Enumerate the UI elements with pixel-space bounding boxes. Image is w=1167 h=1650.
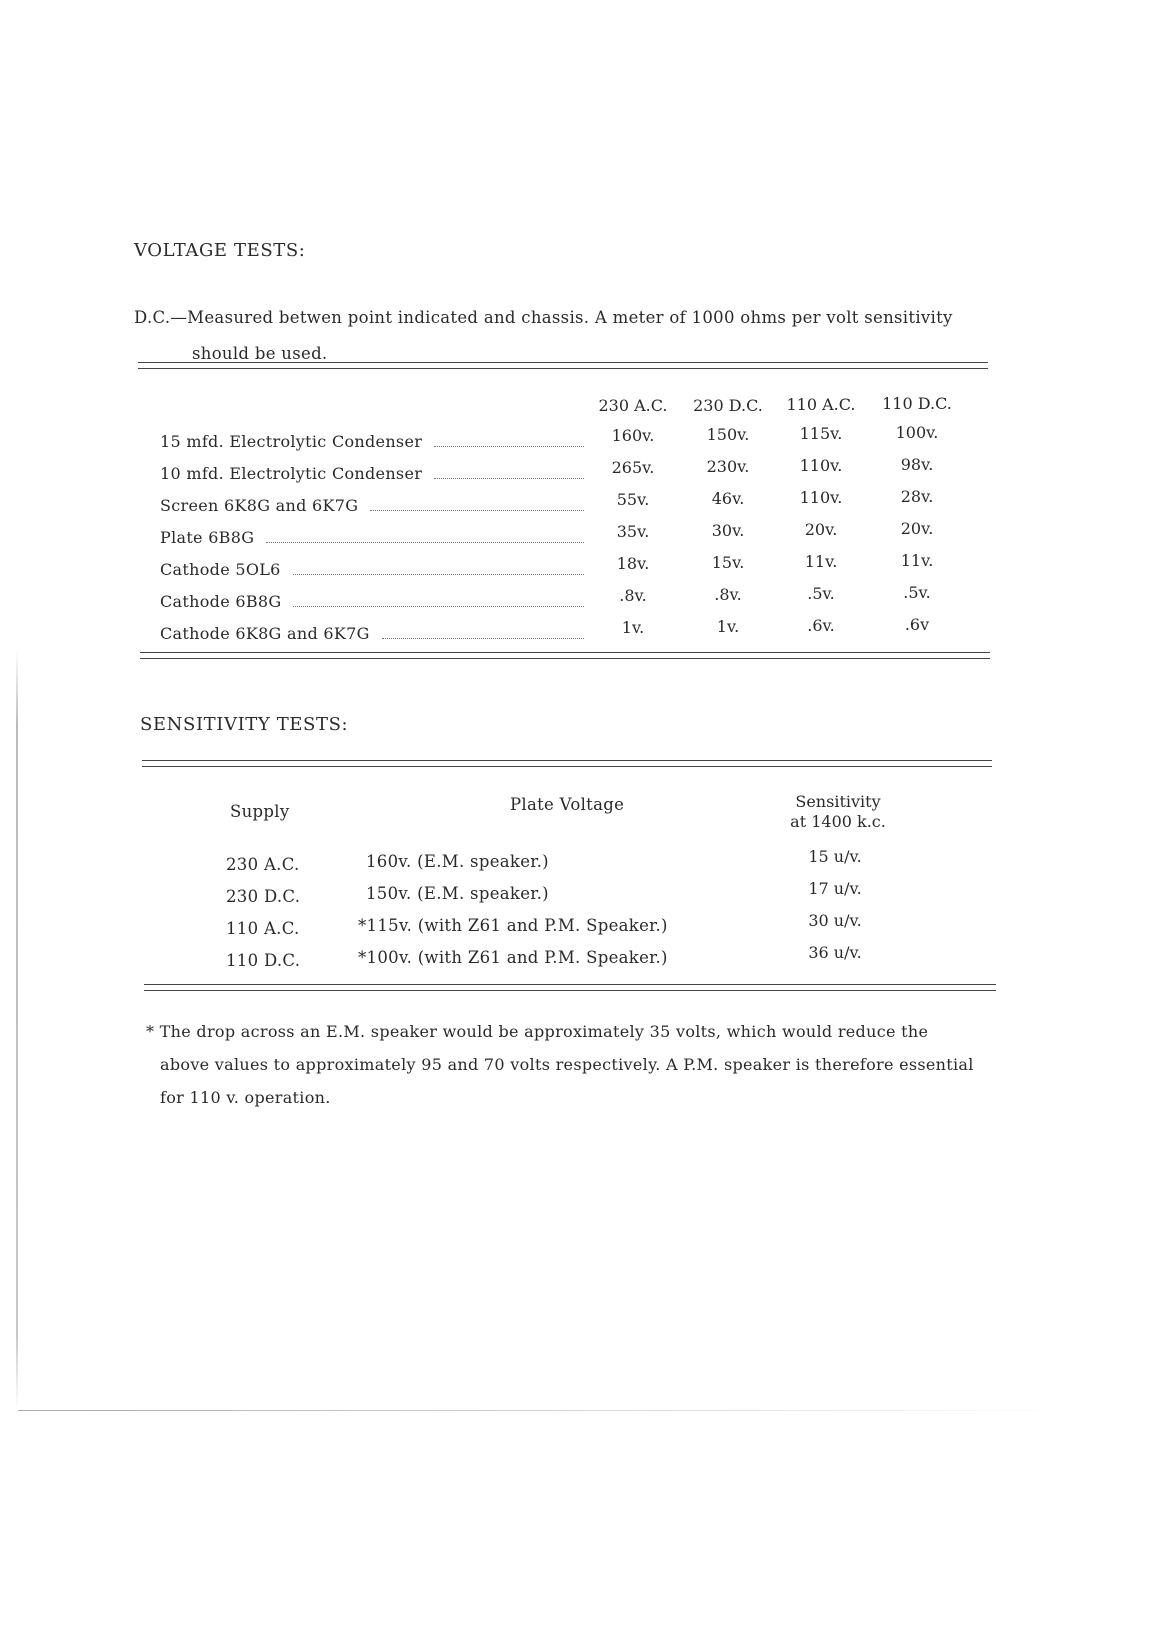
voltage-cell: 55v. [616,490,650,509]
sensitivity-supply: 110 A.C. [226,919,300,938]
voltage-row-label-text: Cathode 5OL6 [160,560,281,579]
voltage-row-label-text: 15 mfd. Electrolytic Condenser [160,432,423,451]
voltage-row-label-text: Screen 6K8G and 6K7G [160,496,359,515]
voltage-row-label [160,464,590,483]
sensitivity-value: 36 u/v. [808,943,862,962]
voltage-cell: 115v. [799,424,843,443]
voltage-cell: 11v. [900,551,934,570]
sensitivity-table-bottom-rule [144,984,996,991]
voltage-row-label-text: 10 mfd. Electrolytic Condenser [160,464,423,483]
footnote-line-1: * The drop across an E.M. speaker would be approximately 35 volts, which would reduce the [146,1022,929,1041]
voltage-cell: 35v. [616,522,650,541]
voltage-cell: .6v [904,615,930,634]
voltage-row-label [160,528,590,547]
sensitivity-plate-voltage: 150v. (E.M. speaker.) [366,884,549,903]
intro-line-2: should be used. [192,344,328,363]
voltage-cell: 20v. [900,519,934,538]
leader-dots [434,445,584,447]
sensitivity-plate-voltage: *115v. (with Z61 and P.M. Speaker.) [358,916,668,935]
voltage-cell: 11v. [804,552,838,571]
voltage-cell: 98v. [900,455,934,474]
voltage-row-label [160,592,590,611]
sensitivity-value: 15 u/v. [808,847,862,866]
sensitivity-table-top-rule [142,760,992,767]
scan-bottom-mark [18,1410,1078,1411]
voltage-cell: .6v. [807,616,835,635]
footnote-line-3: for 110 v. operation. [160,1088,331,1107]
voltage-cell: 265v. [611,458,655,477]
leader-dots [293,605,584,607]
voltage-row-label-text: Plate 6B8G [160,528,255,547]
sensitivity-col-header [788,792,888,832]
voltage-cell: 1v. [716,617,740,636]
voltage-cell: .8v. [619,586,647,605]
voltage-cell: 100v. [895,423,939,442]
sensitivity-supply: 230 A.C. [226,855,300,874]
sensitivity-value: 17 u/v. [808,879,862,898]
voltage-cell: 110v. [799,456,843,475]
voltage-row-label-text: Cathode 6K8G and 6K7G [160,624,370,643]
voltage-cell: 30v. [711,521,745,540]
leader-dots [434,477,584,479]
voltage-table-top-rule [138,362,988,369]
footnote [146,1015,1006,1114]
sensitivity-supply: 110 D.C. [226,951,301,970]
voltage-cell: 230v. [706,457,750,476]
leader-dots [382,637,584,639]
sensitivity-tests-heading: SENSITIVITY TESTS: [140,714,349,735]
sensitivity-header-line-2: at 1400 k.c. [790,812,886,831]
voltage-col-header: 110 A.C. [786,395,856,414]
voltage-cell: 150v. [706,425,750,444]
voltage-cell: 46v. [711,489,745,508]
voltage-cell: 110v. [799,488,843,507]
intro-line-1: D.C.—Measured betwen point indicated and chassis. A meter of 1000 ohms per volt sensitivity [134,308,953,327]
voltage-table-bottom-rule [140,652,990,659]
voltage-cell: 28v. [900,487,934,506]
voltage-cell: 1v. [621,618,645,637]
voltage-cell: 18v. [616,554,650,573]
voltage-col-header: 230 D.C. [693,396,763,415]
voltage-cell: 20v. [804,520,838,539]
plate-voltage-col-header: Plate Voltage [510,795,625,814]
voltage-col-header: 110 D.C. [882,394,952,413]
sensitivity-plate-voltage: 160v. (E.M. speaker.) [366,852,549,871]
leader-dots [370,509,584,511]
leader-dots [293,573,584,575]
sensitivity-value: 30 u/v. [808,911,862,930]
sensitivity-supply: 230 D.C. [226,887,301,906]
voltage-row-label [160,624,590,643]
voltage-cell: .8v. [714,585,742,604]
scan-edge-mark [16,650,18,1410]
voltage-row-label [160,560,590,579]
voltage-cell: .5v. [807,584,835,603]
voltage-cell: .5v. [903,583,931,602]
leader-dots [266,541,584,543]
voltage-row-label-text: Cathode 6B8G [160,592,282,611]
footnote-line-2: above values to approximately 95 and 70 volts respectively. A P.M. speaker is therefore essential [160,1055,974,1074]
supply-col-header: Supply [230,802,290,821]
voltage-row-label [160,496,590,515]
sensitivity-plate-voltage: *100v. (with Z61 and P.M. Speaker.) [358,948,668,967]
voltage-row-label [160,432,590,451]
voltage-col-header: 230 A.C. [598,396,668,415]
voltage-cell: 15v. [711,553,745,572]
voltage-tests-heading: VOLTAGE TESTS: [134,240,306,261]
sensitivity-header-line-1: Sensitivity [795,792,881,811]
voltage-cell: 160v. [611,426,655,445]
